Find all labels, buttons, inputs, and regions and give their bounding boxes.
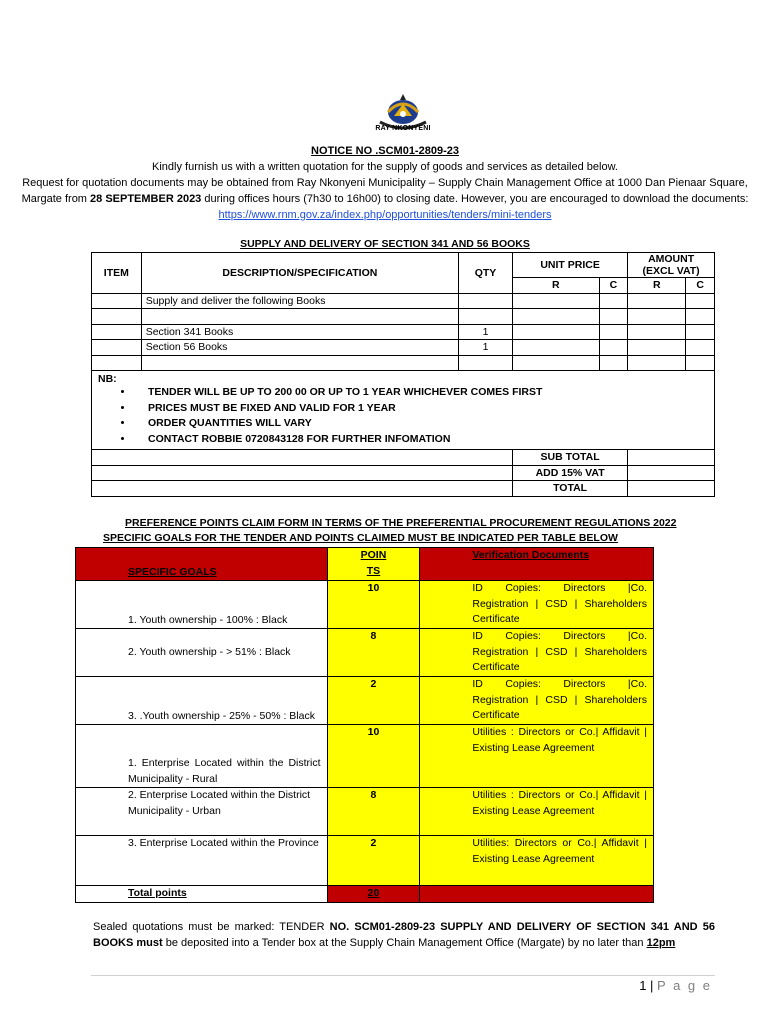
footer-part-d: 12pm [646, 937, 676, 949]
row-description: Section 341 Books [141, 324, 458, 340]
vat-value [628, 465, 715, 481]
header-unit-c: C [599, 278, 628, 294]
footer-part-c: be deposited into a Tender box at the Supply Chain Management Office (Margate) by no later than [162, 937, 647, 949]
intro-line1: Kindly furnish us with a written quotation for the supply of goods and services as detailed below. [152, 161, 618, 173]
nb-notes [92, 371, 715, 450]
section-title: SUPPLY AND DELIVERY OF SECTION 341 AND 56 BOOKS [240, 238, 530, 250]
submission-instructions [93, 919, 715, 951]
footer-part-a: Sealed quotations must be marked: TENDER [93, 921, 330, 933]
goal-text: 1. Youth ownership - 100% : Black [76, 581, 328, 629]
table-row [92, 355, 715, 371]
row-description: Supply and deliver the following Books [141, 293, 458, 309]
header-unit-price: UNIT PRICE [512, 253, 627, 278]
row-description [141, 355, 458, 371]
preference-title: PREFERENCE POINTS CLAIM FORM IN TERMS OF THE PREFERENTIAL PROCUREMENT REGULATIONS 2022 [125, 517, 677, 529]
header-specific-goals: SPECIFIC GOALS [76, 548, 328, 581]
intro-line2a: Request for quotation documents may be obtained from Ray Nkonyeni Municipality – Supply Chain Management Office at 1000 Dan Pienaar Square, Margate from [21, 177, 748, 205]
nb-item: • CONTACT ROBBIE 0720843128 FOR FURTHER INFOMATION [134, 432, 708, 448]
table-row [76, 788, 654, 836]
table-row [92, 309, 715, 325]
goal-verification: ID Copies: Directors |Co. Registration | CSD | Shareholders Certificate [420, 629, 654, 677]
nb-item: • PRICES MUST BE FIXED AND VALID FOR 1 YEAR [134, 401, 708, 417]
goal-verification: Utilities: Directors or Co.| Affidavit | Existing Lease Agreement [420, 836, 654, 886]
goal-verification: Utilities : Directors or Co.| Affidavit | Existing Lease Agreement [420, 788, 654, 836]
nb-item: • ORDER QUANTITIES WILL VARY [134, 416, 708, 432]
header-amount-c: C [686, 278, 715, 294]
row-description: Section 56 Books [141, 340, 458, 356]
footer-part-b: NO. SCM01-2809-23 SUPPLY AND DELIVERY OF SECTION 341 AND 56 BOOKS must [93, 921, 715, 949]
header-amount-r: R [628, 278, 686, 294]
total-label: TOTAL [512, 481, 627, 497]
table-row [76, 836, 654, 886]
goal-verification: Utilities : Directors or Co.| Affidavit | Existing Lease Agreement [420, 725, 654, 788]
goal-points: 10 [327, 581, 420, 629]
logo-text: RAY NKONYENI [375, 125, 431, 132]
footer-divider [91, 975, 715, 976]
total-value [628, 481, 715, 497]
header-amount: AMOUNT (EXCL VAT) [628, 253, 715, 278]
row-qty [459, 355, 513, 371]
nb-label: NB: [98, 373, 117, 385]
header-unit-r: R [512, 278, 599, 294]
goal-verification: ID Copies: Directors |Co. Registration | CSD | Shareholders Certificate [420, 581, 654, 629]
row-description [141, 309, 458, 325]
goal-points: 10 [327, 725, 420, 788]
table-row [76, 629, 654, 677]
total-points-empty [420, 886, 654, 903]
header-points: POIN TS [327, 548, 420, 581]
page-label: P a g e [657, 978, 712, 993]
goal-text: 2. Enterprise Located within the District Municipality - Urban [76, 788, 328, 836]
table-row [76, 725, 654, 788]
pricing-table [91, 252, 715, 497]
total-points-value: 20 [327, 886, 420, 903]
table-row [76, 677, 654, 725]
row-qty: 1 [459, 340, 513, 356]
preference-subtitle: SPECIFIC GOALS FOR THE TENDER AND POINTS CLAIMED MUST BE INDICATED PER TABLE BELOW [103, 532, 618, 544]
goal-text: 3. Enterprise Located within the Province [76, 836, 328, 886]
total-points-label: Total points [76, 886, 328, 903]
header-verification: Verification Documents [420, 548, 654, 581]
header-qty: QTY [459, 253, 513, 294]
row-qty [459, 309, 513, 325]
page-number-value: 1 [639, 978, 647, 993]
page-number [639, 978, 712, 993]
goal-points: 8 [327, 629, 420, 677]
header-item: ITEM [92, 253, 142, 294]
goal-text: 3. .Youth ownership - 25% - 50% : Black [76, 677, 328, 725]
subtotal-value [628, 450, 715, 466]
specific-goals-table [75, 547, 654, 903]
table-row [92, 293, 715, 309]
nb-item: • TENDER WILL BE UP TO 200 00 OR UP TO 1 YEAR WHICHEVER COMES FIRST [134, 385, 708, 401]
table-row [92, 340, 715, 356]
header-description: DESCRIPTION/SPECIFICATION [141, 253, 458, 294]
goal-points: 8 [327, 788, 420, 836]
mini-tenders-link[interactable]: https://www.rnm.gov.za/index.php/opportunities/tenders/mini-tenders [218, 209, 552, 221]
row-qty: 1 [459, 324, 513, 340]
intro-paragraph [20, 159, 750, 223]
intro-date: 28 SEPTEMBER 2023 [90, 193, 202, 205]
table-row [76, 581, 654, 629]
vat-label: ADD 15% VAT [512, 465, 627, 481]
goal-text: 2. Youth ownership - > 51% : Black [76, 629, 328, 677]
goal-points: 2 [327, 836, 420, 886]
goal-text: 1. Enterprise Located within the District Municipality - Rural [76, 725, 328, 788]
page-separator: | [646, 978, 658, 993]
table-row [92, 324, 715, 340]
goal-points: 2 [327, 677, 420, 725]
intro-line2b: during offices hours (7h30 to 16h00) to closing date. However, you are encouraged to download the documents: [201, 193, 749, 205]
goal-verification: ID Copies: Directors |Co. Registration | CSD | Shareholders Certificate [420, 677, 654, 725]
row-qty [459, 293, 513, 309]
subtotal-label: SUB TOTAL [512, 450, 627, 466]
notice-number: NOTICE NO .SCM01-2809-23 [311, 145, 459, 157]
